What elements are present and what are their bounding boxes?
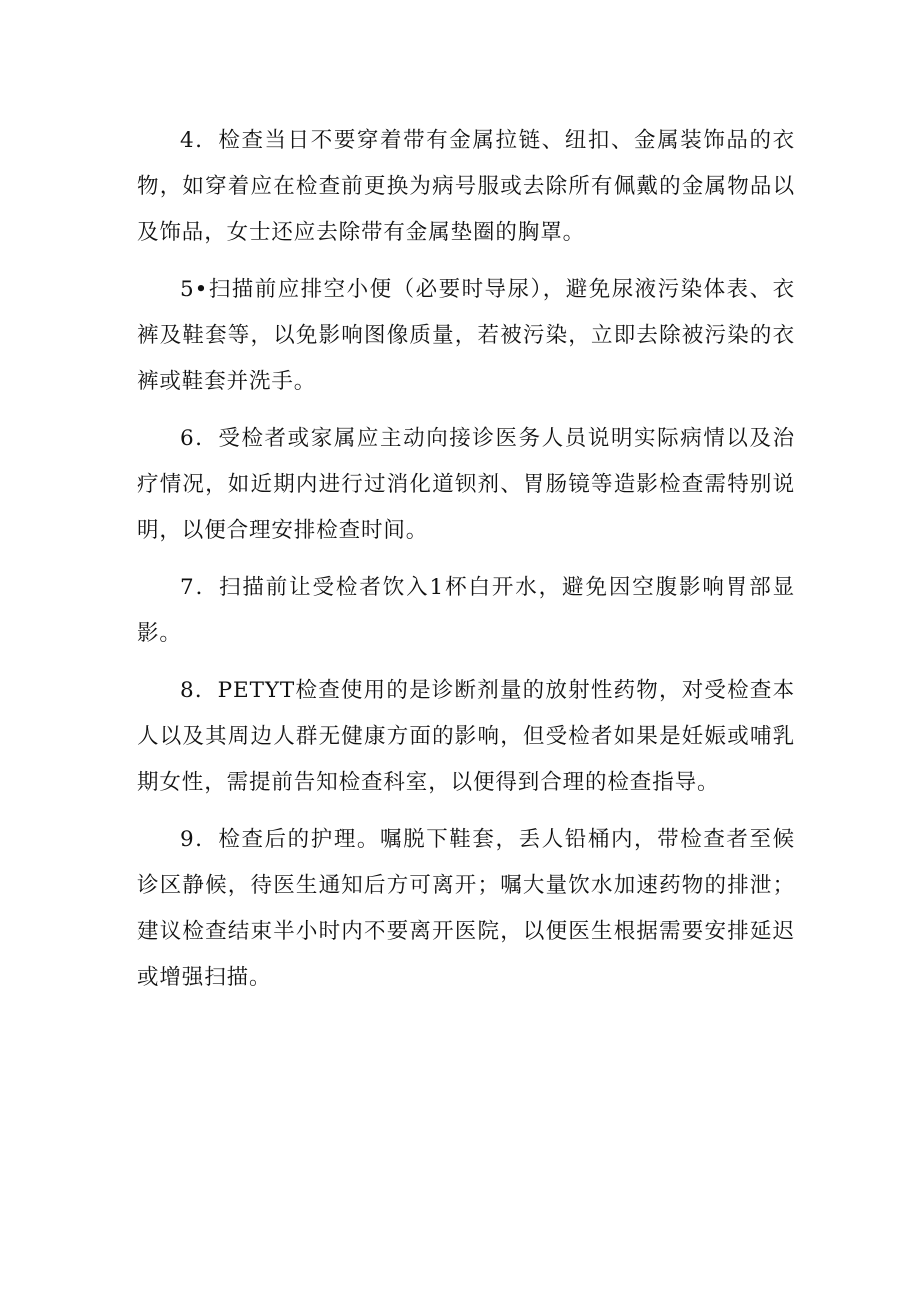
paragraph-item-4: 4．检查当日不要穿着带有金属拉链、纽扣、金属装饰品的衣物，如穿着应在检查前更换为病号服或去除所有佩戴的金属物品以及饰品，女士还应去除带有金属垫圈的胸罩。 (137, 128, 795, 245)
document-body (137, 118, 795, 1012)
paragraph-item-8: 8．PETYT检查使用的是诊断剂量的放射性药物，对受检查本人以及其周边人群无健康方面的影响，但受检者如果是妊娠或哺乳期女性，需提前告知检查科室，以便得到合理的检查指导。 (137, 678, 795, 795)
paragraph-item-5: 5•扫描前应排空小便（必要时导尿），避免尿液污染体表、衣裤及鞋套等，以免影响图像质量，若被污染，立即去除被污染的衣裤或鞋套并洗手。 (137, 277, 795, 394)
paragraph-item-6: 6．受检者或家属应主动向接诊医务人员说明实际病情以及治疗情况，如近期内进行过消化道钡剂、胃肠镜等造影检查需特别说明，以便合理安排检查时间。 (137, 426, 795, 543)
paragraph-item-7: 7．扫描前让受检者饮入1杯白开水，避免因空腹影响胃部显影。 (137, 575, 795, 646)
paragraph-item-9: 9．检查后的护理。嘱脱下鞋套，丢人铅桶内，带检查者至候诊区静候，待医生通知后方可离开；嘱大量饮水加速药物的排泄；建议检查结束半小时内不要离开医院，以便医生根据需要安排延迟或增强扫描。 (137, 827, 795, 990)
